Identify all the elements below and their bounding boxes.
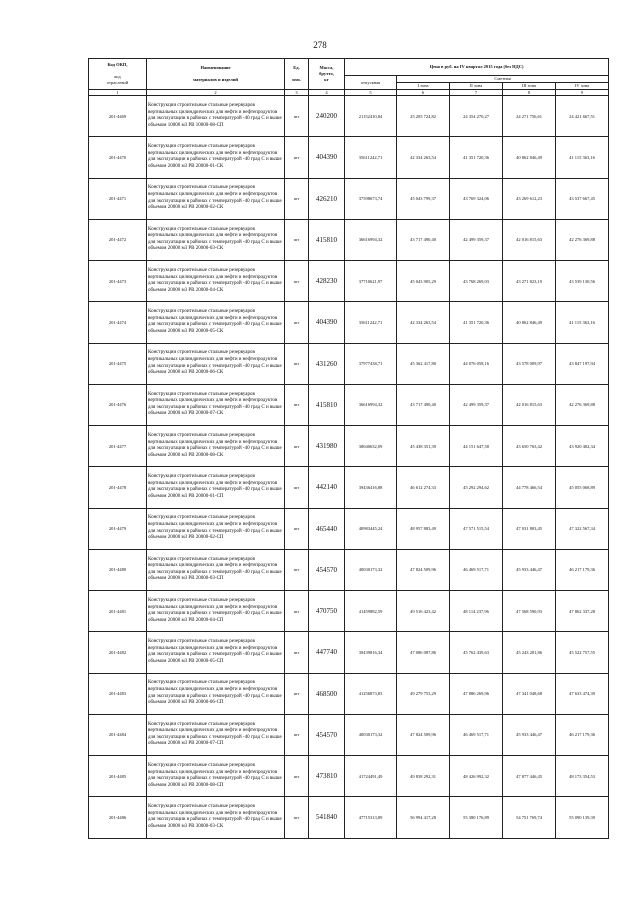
header-price-title: Цена в руб. на IV квартал 2015 года (без НДС) — [345, 59, 609, 76]
table-cell-mass: 431980 — [309, 426, 345, 467]
table-cell-unit: шт — [285, 96, 309, 137]
table-cell-name: Конструкции строительные стальные резервуаров вертикальных цилиндрических для нефти и нефтепродуктов для эксплуатации в районах с температурой -40 град С и выше объемом 20000 м3 РВ 20000-02-СК — [147, 178, 285, 219]
table-cell-unit: шт — [285, 549, 309, 590]
header-mass: Масса, брутто, кг — [309, 59, 345, 90]
table-cell-name: Конструкции строительные стальные резервуаров вертикальных цилиндрических для нефти и нефтепродуктов для эксплуатации в районах с температурой -40 град С и выше объемом 20000 м3 РВ 20000-04-СК — [147, 261, 285, 302]
table-cell-mass: 541840 — [309, 797, 345, 838]
table-cell-unit: шт — [285, 632, 309, 673]
price-table — [88, 58, 609, 839]
table-cell-zone1-price: 42 334 263,54 — [397, 302, 450, 343]
table-row — [89, 591, 609, 632]
table-cell-mass: 454570 — [309, 714, 345, 755]
table-cell-mass: 470750 — [309, 591, 345, 632]
table-cell-zone4-price: 47 633 474,39 — [556, 673, 609, 714]
table-row — [89, 632, 609, 673]
table-cell-name: Конструкции строительные стальные резервуаров вертикальных цилиндрических для нефти и нефтепродуктов для эксплуатации в районах с температурой -40 град С и выше объемом 20000 м3 РВ 20000-06-СП — [147, 673, 285, 714]
table-cell-code: 201-4478 — [89, 467, 147, 508]
table-cell-mass: 426210 — [309, 178, 345, 219]
table-cell-zone1-price: 49 279 753,29 — [397, 673, 450, 714]
table-cell-release-price: 47715313,89 — [345, 797, 397, 838]
table-cell-name: Конструкции строительные стальные резервуаров вертикальных цилиндрических для нефти и нефтепродуктов для эксплуатации в районах с температурой -40 град С и выше объемом 20000 м3 РВ 20000-08-СП — [147, 756, 285, 797]
table-cell-unit: шт — [285, 673, 309, 714]
table-cell-zone4-price: 41 115 363,16 — [556, 137, 609, 178]
table-cell-zone1-price: 56 994 417,28 — [397, 797, 450, 838]
table-row — [89, 261, 609, 302]
table-row — [89, 343, 609, 384]
table-cell-unit: шт — [285, 178, 309, 219]
table-cell-zone2-price: 44 151 647,58 — [450, 426, 503, 467]
table-cell-release-price: 41256873,83 — [345, 673, 397, 714]
table-cell-mass: 240200 — [309, 96, 345, 137]
table-cell-zone1-price: 49 838 292,31 — [397, 756, 450, 797]
table-cell-zone3-price: 45 933 446,47 — [503, 549, 556, 590]
table-cell-code: 201-4474 — [89, 302, 147, 343]
table-cell-zone3-price: 47 568 590,93 — [503, 591, 556, 632]
table-cell-code: 201-4477 — [89, 426, 147, 467]
table-cell-mass: 465440 — [309, 508, 345, 549]
table-cell-zone2-price: 47 571 515,54 — [450, 508, 503, 549]
table-cell-release-price: 41724491,49 — [345, 756, 397, 797]
table-cell-code: 201-4479 — [89, 508, 147, 549]
table-cell-zone2-price: 46 469 517,71 — [450, 714, 503, 755]
table-cell-zone4-price: 47 862 337,28 — [556, 591, 609, 632]
table-cell-name: Конструкции строительные стальные резервуаров вертикальных цилиндрических для нефти и нефтепродуктов для эксплуатации в районах с температурой -40 град С и выше объемом 20000 м3 РВ 20000-05-СК — [147, 302, 285, 343]
table-row — [89, 549, 609, 590]
table-row — [89, 467, 609, 508]
table-row — [89, 508, 609, 549]
table-cell-zone4-price: 41 115 363,16 — [556, 302, 609, 343]
page-number: 278 — [313, 40, 327, 50]
table-cell-code: 201-4471 — [89, 178, 147, 219]
table-cell-mass: 454570 — [309, 549, 345, 590]
table-cell-zone2-price: 45 762 439,63 — [450, 632, 503, 673]
table-cell-release-price: 21152410,84 — [345, 96, 397, 137]
table-cell-release-price: 38040632,09 — [345, 426, 397, 467]
table-cell-zone3-price: 44 778 466,54 — [503, 467, 556, 508]
header-code: Код ОКП, код отраслевой — [89, 59, 147, 90]
table-cell-unit: шт — [285, 343, 309, 384]
table-cell-mass: 415810 — [309, 384, 345, 425]
header-estimate: Сметная — [397, 76, 609, 83]
table-cell-release-price: 37710621,97 — [345, 261, 397, 302]
table-cell-name: Конструкции строительные стальные резервуаров вертикальных цилиндрических для нефти и нефтепродуктов для эксплуатации в районах с температурой -40 град С и выше объемом 20000 м3 РВ 20000-02-СП — [147, 508, 285, 549]
table-cell-mass: 468500 — [309, 673, 345, 714]
table-cell-zone1-price: 46 612 274,33 — [397, 467, 450, 508]
table-cell-unit: шт — [285, 797, 309, 838]
table-cell-code: 201-4472 — [89, 219, 147, 260]
col-number: 4 — [309, 90, 345, 96]
header-zone-3: III зона — [503, 83, 556, 90]
table-cell-zone1-price: 47 824 509,96 — [397, 549, 450, 590]
table-cell-code: 201-4470 — [89, 137, 147, 178]
table-cell-zone1-price: 43 717 490,40 — [397, 384, 450, 425]
table-cell-zone4-price: 45 055 068,89 — [556, 467, 609, 508]
table-cell-release-price: 37977438,71 — [345, 343, 397, 384]
table-cell-zone2-price: 55 380 176,89 — [450, 797, 503, 838]
table-cell-unit: шт — [285, 508, 309, 549]
table-cell-zone3-price: 42 016 815,63 — [503, 219, 556, 260]
table-row — [89, 797, 609, 838]
table-cell-zone3-price: 47 031 803,45 — [503, 508, 556, 549]
table-cell-zone3-price: 45 243 281,86 — [503, 632, 556, 673]
table-row — [89, 137, 609, 178]
table-cell-release-price: 36616994,32 — [345, 384, 397, 425]
table-cell-zone3-price: 40 862 846,49 — [503, 137, 556, 178]
table-cell-zone4-price: 46 217 179,36 — [556, 549, 609, 590]
table-cell-zone3-price: 45 933 446,47 — [503, 714, 556, 755]
table-row — [89, 178, 609, 219]
table-cell-release-price: 40983445,24 — [345, 508, 397, 549]
table-row — [89, 426, 609, 467]
table-cell-zone1-price: 45 043 799,37 — [397, 178, 450, 219]
table-cell-name: Конструкции строительные стальные резервуаров вертикальных цилиндрических для нефти и нефтепродуктов для эксплуатации в районах с температурой -40 град С и выше объемом 10000 м3 РВ 10000-08-СП — [147, 96, 285, 137]
col-number: 9 — [556, 90, 609, 96]
table-cell-zone1-price: 45 043 905,29 — [397, 261, 450, 302]
table-cell-zone2-price: 42 499 359,37 — [450, 219, 503, 260]
col-number: 7 — [450, 90, 503, 96]
table-row — [89, 673, 609, 714]
table-cell-name: Конструкции строительные стальные резервуаров вертикальных цилиндрических для нефти и нефтепродуктов для эксплуатации в районах с температурой -40 град С и выше объемом 20000 м3 РВ 20000-06-СК — [147, 343, 285, 384]
table-cell-mass: 442140 — [309, 467, 345, 508]
table-cell-unit: шт — [285, 591, 309, 632]
table-cell-name: Конструкции строительные стальные резервуаров вертикальных цилиндрических для нефти и нефтепродуктов для эксплуатации в районах с температурой -40 град С и выше объемом 20000 м3 РВ 20000-03-СК — [147, 219, 285, 260]
table-row — [89, 384, 609, 425]
col-number: 8 — [503, 90, 556, 96]
table-cell-release-price: 37598673,74 — [345, 178, 397, 219]
table-cell-zone1-price: 47 824 509,96 — [397, 714, 450, 755]
table-cell-name: Конструкции строительные стальные резервуаров вертикальных цилиндрических для нефти и нефтепродуктов для эксплуатации в районах с температурой -40 град С и выше объемом 30000 м3 РВ 30000-03-СК — [147, 797, 285, 838]
table-cell-unit: шт — [285, 426, 309, 467]
table-row — [89, 96, 609, 137]
table-cell-unit: шт — [285, 467, 309, 508]
table-cell-zone2-price: 41 351 720,36 — [450, 137, 503, 178]
table-cell-zone1-price: 48 957 883,49 — [397, 508, 450, 549]
table-cell-zone4-price: 43 920 402,34 — [556, 426, 609, 467]
table-cell-zone2-price: 42 499 359,37 — [450, 384, 503, 425]
table-cell-zone2-price: 44 076 058,16 — [450, 343, 503, 384]
table-row — [89, 714, 609, 755]
table-cell-code: 201-4480 — [89, 549, 147, 590]
table-cell-zone4-price: 24 421 667,51 — [556, 96, 609, 137]
table-cell-mass: 404390 — [309, 302, 345, 343]
table-cell-unit: шт — [285, 137, 309, 178]
table-cell-zone4-price: 55 090 139,39 — [556, 797, 609, 838]
table-cell-zone3-price: 47 341 048,68 — [503, 673, 556, 714]
table-cell-code: 201-4486 — [89, 797, 147, 838]
table-cell-code: 201-4485 — [89, 756, 147, 797]
table-cell-zone1-price: 25 205 724,82 — [397, 96, 450, 137]
col-number: 6 — [397, 90, 450, 96]
table-cell-zone4-price: 45 522 757,55 — [556, 632, 609, 673]
table-cell-name: Конструкции строительные стальные резервуаров вертикальных цилиндрических для нефти и нефтепродуктов для эксплуатации в районах с температурой -40 град С и выше объемом 20000 м3 РВ 20000-07-СП — [147, 714, 285, 755]
table-cell-name: Конструкции строительные стальные резервуаров вертикальных цилиндрических для нефти и нефтепродуктов для эксплуатации в районах с температурой -40 град С и выше объемом 20000 м3 РВ 20000-01-СК — [147, 137, 285, 178]
table-cell-name: Конструкции строительные стальные резервуаров вертикальных цилиндрических для нефти и нефтепродуктов для эксплуатации в районах с температурой -40 град С и выше объемом 20000 м3 РВ 20000-05-СП — [147, 632, 285, 673]
table-cell-zone3-price: 40 862 846,49 — [503, 302, 556, 343]
table-cell-zone3-price: 42 016 815,63 — [503, 384, 556, 425]
header-zone-4: IV зона — [556, 83, 609, 90]
table-cell-code: 201-4469 — [89, 96, 147, 137]
table-cell-release-price: 39439816,34 — [345, 632, 397, 673]
table-cell-zone4-price: 43 537 667,45 — [556, 178, 609, 219]
table-cell-release-price: 35611242,71 — [345, 137, 397, 178]
col-number: 3 — [285, 90, 309, 96]
table-cell-unit: шт — [285, 714, 309, 755]
table-cell-zone4-price: 43 847 197,94 — [556, 343, 609, 384]
table-cell-zone2-price: 46 469 517,71 — [450, 549, 503, 590]
table-cell-release-price: 36616994,32 — [345, 219, 397, 260]
table-cell-zone1-price: 43 717 490,40 — [397, 219, 450, 260]
table-cell-release-price: 39436416,88 — [345, 467, 397, 508]
header-zone-1: I зона — [397, 83, 450, 90]
table-cell-zone2-price: 48 426 992,32 — [450, 756, 503, 797]
table-cell-zone2-price: 24 354 270,27 — [450, 96, 503, 137]
table-cell-zone1-price: 49 516 423,42 — [397, 591, 450, 632]
table-cell-zone4-price: 47 322 567,34 — [556, 508, 609, 549]
table-cell-name: Конструкции строительные стальные резервуаров вертикальных цилиндрических для нефти и нефтепродуктов для эксплуатации в районах с температурой -40 град С и выше объемом 20000 м3 РВ 20000-03-СП — [147, 549, 285, 590]
table-cell-zone3-price: 54 751 769,74 — [503, 797, 556, 838]
table-cell-zone2-price: 41 351 720,36 — [450, 302, 503, 343]
table-cell-mass: 404390 — [309, 137, 345, 178]
header-name: Наименование материалов и изделий — [147, 59, 285, 90]
table-cell-unit: шт — [285, 756, 309, 797]
table-row — [89, 219, 609, 260]
table-cell-zone4-price: 42 276 369,88 — [556, 219, 609, 260]
table-cell-release-price: 35611242,71 — [345, 302, 397, 343]
table-cell-zone2-price: 47 886 269,96 — [450, 673, 503, 714]
table-cell-zone2-price: 48 114 237,96 — [450, 591, 503, 632]
table-cell-zone4-price: 48 173 354,53 — [556, 756, 609, 797]
table-cell-mass: 447740 — [309, 632, 345, 673]
table-cell-zone2-price: 45 292 294,62 — [450, 467, 503, 508]
header-release: отпускная — [345, 76, 397, 90]
table-cell-unit: шт — [285, 384, 309, 425]
table-cell-code: 201-4475 — [89, 343, 147, 384]
table-cell-mass: 431260 — [309, 343, 345, 384]
table-cell-zone4-price: 43 539 130,56 — [556, 261, 609, 302]
table-cell-zone3-price: 24 271 756,61 — [503, 96, 556, 137]
table-cell-mass: 415810 — [309, 219, 345, 260]
table-cell-code: 201-4483 — [89, 673, 147, 714]
table-cell-mass: 473810 — [309, 756, 345, 797]
col-number: 1 — [89, 90, 147, 96]
table-cell-release-price: 40030173,32 — [345, 549, 397, 590]
table-cell-code: 201-4482 — [89, 632, 147, 673]
header-zone-2: II зона — [450, 83, 503, 90]
table-cell-release-price: 41459882,59 — [345, 591, 397, 632]
table-cell-zone3-price: 43 650 763,42 — [503, 426, 556, 467]
table-cell-zone1-price: 45 438 351,39 — [397, 426, 450, 467]
table-cell-name: Конструкции строительные стальные резервуаров вертикальных цилиндрических для нефти и нефтепродуктов для эксплуатации в районах с температурой -40 град С и выше объемом 20000 м3 РВ 20000-04-СП — [147, 591, 285, 632]
table-cell-zone3-price: 43 578 009,97 — [503, 343, 556, 384]
table-cell-code: 201-4476 — [89, 384, 147, 425]
table-cell-name: Конструкции строительные стальные резервуаров вертикальных цилиндрических для нефти и нефтепродуктов для эксплуатации в районах с температурой -40 град С и выше объемом 20000 м3 РВ 20000-08-СК — [147, 426, 285, 467]
table-cell-code: 201-4484 — [89, 714, 147, 755]
table-cell-zone2-price: 43 768 269,03 — [450, 261, 503, 302]
table-cell-name: Конструкции строительные стальные резервуаров вертикальных цилиндрических для нефти и нефтепродуктов для эксплуатации в районах с температурой -40 град С и выше объемом 20000 м3 РВ 20000-01-СП — [147, 467, 285, 508]
table-cell-code: 201-4473 — [89, 261, 147, 302]
table-cell-name: Конструкции строительные стальные резервуаров вертикальных цилиндрических для нефти и нефтепродуктов для эксплуатации в районах с температурой -40 град С и выше объемом 20000 м3 РВ 20000-07-СК — [147, 384, 285, 425]
table-cell-zone3-price: 47 877 446,45 — [503, 756, 556, 797]
table-cell-zone2-price: 43 769 324,06 — [450, 178, 503, 219]
table-cell-zone4-price: 42 276 369,88 — [556, 384, 609, 425]
col-number: 2 — [147, 90, 285, 96]
header-unit: Ед. изм. — [285, 59, 309, 90]
table-cell-code: 201-4481 — [89, 591, 147, 632]
table-cell-unit: шт — [285, 219, 309, 260]
table-cell-zone1-price: 42 334 263,54 — [397, 137, 450, 178]
table-cell-unit: шт — [285, 261, 309, 302]
table-cell-mass: 428230 — [309, 261, 345, 302]
col-number: 5 — [345, 90, 397, 96]
table-cell-zone4-price: 46 217 179,36 — [556, 714, 609, 755]
table-cell-zone1-price: 47 086 087,86 — [397, 632, 450, 673]
table-cell-zone3-price: 43 269 612,23 — [503, 178, 556, 219]
table-row — [89, 756, 609, 797]
table-row — [89, 302, 609, 343]
table-cell-unit: шт — [285, 302, 309, 343]
table-cell-zone3-price: 43 271 823,19 — [503, 261, 556, 302]
table-cell-release-price: 40030173,32 — [345, 714, 397, 755]
table-cell-zone1-price: 45 362 417,80 — [397, 343, 450, 384]
